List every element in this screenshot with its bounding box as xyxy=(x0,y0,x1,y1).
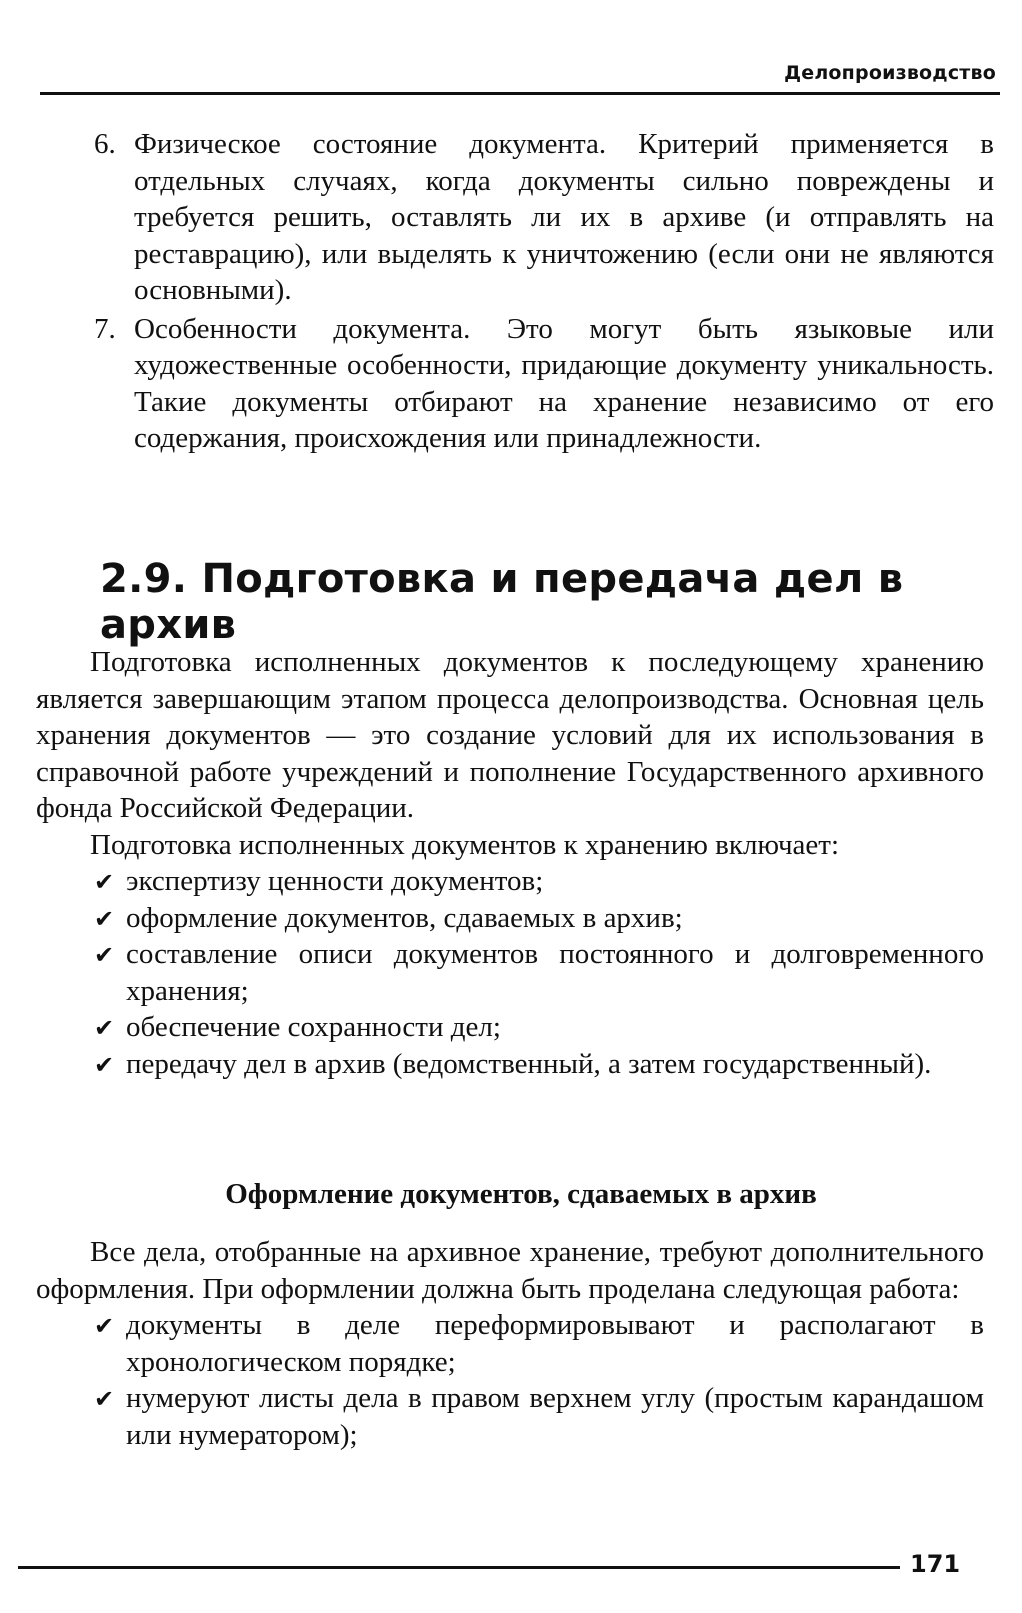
list-item-text: оформление документов, сдаваемых в архив; xyxy=(126,901,683,934)
check-mark-icon: ✔ xyxy=(94,1312,115,1340)
check-mark-icon: ✔ xyxy=(94,904,115,933)
subsection-title: Оформление документов, сдаваемых в архив xyxy=(225,1178,817,1210)
list-item xyxy=(36,1046,984,1083)
check-mark-icon: ✔ xyxy=(94,941,115,969)
list-item-text: обеспечение сохранности дел; xyxy=(126,1011,501,1043)
footer-rule xyxy=(18,1566,900,1569)
item-text: Особенности документа. Это могут быть языковые или художественные особенности, придающие документу уникальность. Такие документы отбирают на хранение независимо от его содержания, происхождения или принадлежности. xyxy=(134,312,994,454)
list-item xyxy=(36,863,984,900)
check-mark-icon: ✔ xyxy=(94,868,115,896)
list-item xyxy=(36,900,984,937)
list-item xyxy=(36,1380,984,1453)
section-title: 2.9. Подготовка и передача дел в архив xyxy=(100,556,904,648)
subsection-checklist xyxy=(36,1307,984,1453)
section-checklist xyxy=(36,863,984,1082)
section-paragraph-1: Подготовка исполненных документов к последующему хранению является завершающим этапом процесса делопроизводства. Основная цель хранения документов — это создание условий для их использования в справочной работе учреждений и пополнение Государственного архивного фонда Российской Федерации. xyxy=(36,646,984,824)
item-number: 6. xyxy=(94,128,116,160)
subsection-paragraph: Все дела, отобранные на архивное хранение, требуют дополнительного оформления. При оформлении должна быть проделана следующая работа: xyxy=(36,1236,984,1305)
item-text: Физическое состояние документа. Критерий применяется в отдельных случаях, когда документы сильно повреждены и требуется решить, оставлять ли их в архиве (и отправлять на реставрацию), или выделять к уничтожению (если они не являются основными). xyxy=(134,128,994,306)
section-paragraph-2: Подготовка исполненных документов к хранению включает: xyxy=(90,828,840,861)
numbered-item-7 xyxy=(94,311,994,457)
list-item-text: передачу дел в архив (ведомственный, а затем государственный). xyxy=(126,1047,932,1080)
list-item-text: нумеруют листы дела в правом верхнем углу (простым карандашом или нумератором); xyxy=(126,1382,984,1451)
numbered-item-6 xyxy=(94,126,994,309)
list-item xyxy=(36,1009,984,1046)
list-item xyxy=(36,936,984,1009)
header-rule xyxy=(40,92,1000,95)
list-item-text: экспертизу ценности документов; xyxy=(126,865,544,897)
list-item xyxy=(36,1307,984,1380)
check-mark-icon: ✔ xyxy=(94,1014,115,1042)
numbered-list xyxy=(94,126,994,459)
check-mark-icon: ✔ xyxy=(94,1050,115,1079)
subsection-body xyxy=(36,1234,984,1453)
running-head: Делопроизводство xyxy=(784,62,996,84)
item-number: 7. xyxy=(94,312,116,345)
list-item-text: документы в деле переформировывают и располагают в хронологическом порядке; xyxy=(126,1309,984,1378)
check-mark-icon: ✔ xyxy=(94,1385,115,1413)
section-body xyxy=(36,644,984,1082)
list-item-text: составление описи документов постоянного и долговременного хранения; xyxy=(126,938,984,1007)
page-number: 171 xyxy=(910,1550,961,1578)
